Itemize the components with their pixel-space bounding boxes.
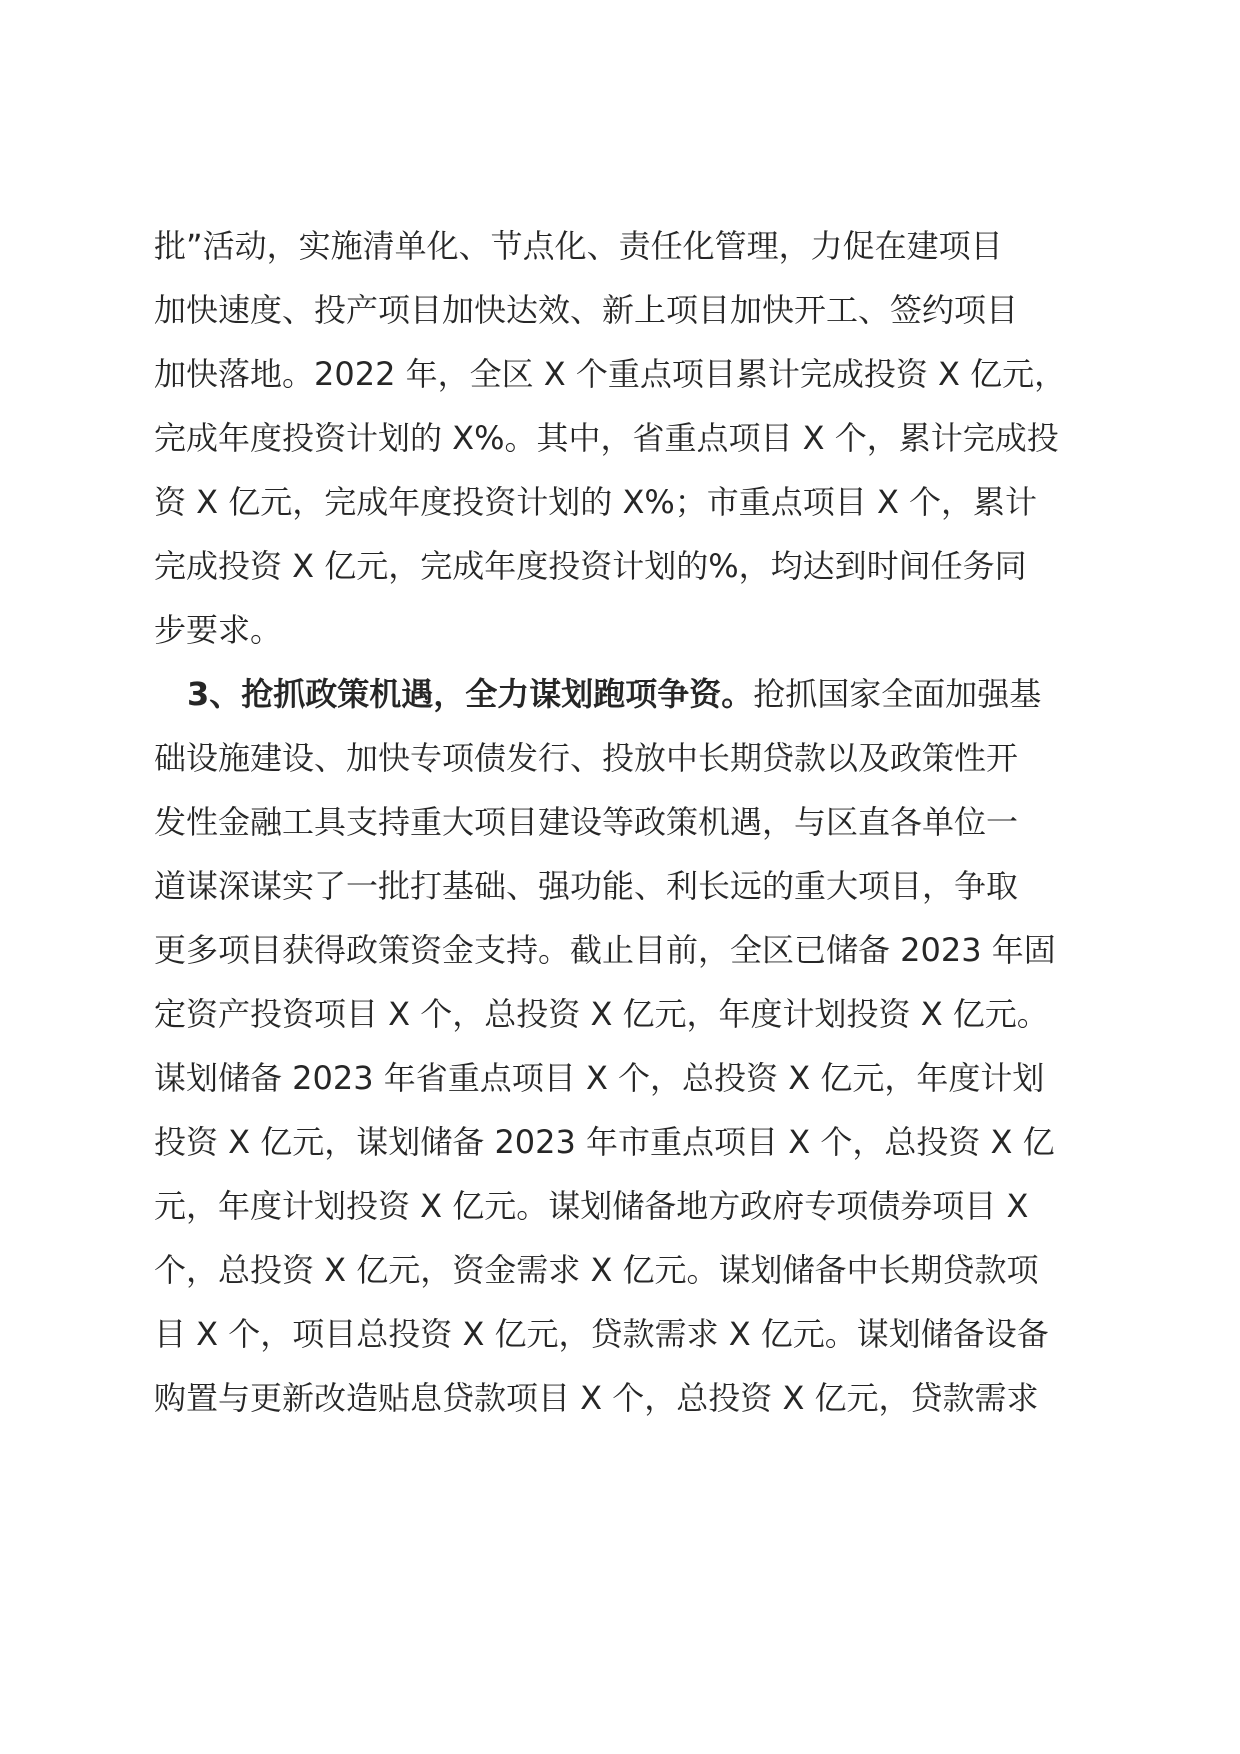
paragraph-2-line-7: 谋划储备 2023 年省重点项目 X 个，总投资 X 亿元，年度计划 xyxy=(154,1059,1045,1097)
paragraph-1-line-2: 加快速度、投产项目加快达效、新上项目加快开工、签约项目 xyxy=(154,291,1019,329)
paragraph-2-line-4: 道谋深谋实了一批打基础、强功能、利长远的重大项目，争取 xyxy=(154,867,1019,905)
paragraph-2-line-10: 个，总投资 X 亿元，资金需求 X 亿元。谋划储备中长期贷款项 xyxy=(154,1251,1039,1289)
paragraph-1-line-5: 资 X 亿元，完成年度投资计划的 X%；市重点项目 X 个，累计 xyxy=(154,483,1038,521)
paragraph-2-line-9: 元，年度计划投资 X 亿元。谋划储备地方政府专项债券项目 X xyxy=(154,1187,1029,1225)
paragraph-1-line-3: 加快落地。2022 年，全区 X 个重点项目累计完成投资 X 亿元， xyxy=(154,355,1067,393)
paragraph-2-line-5: 更多项目获得政策资金支持。截止目前，全区已储备 2023 年固 xyxy=(154,931,1056,969)
paragraph-2-line-1-text: 抢抓国家全面加强基 xyxy=(753,675,1042,713)
paragraph-2-line-8: 投资 X 亿元，谋划储备 2023 年市重点项目 X 个，总投资 X 亿 xyxy=(154,1123,1055,1161)
section-heading: 3、抢抓政策机遇，全力谋划跑项争资。 xyxy=(187,675,754,713)
paragraph-2-first-line xyxy=(187,672,1041,716)
paragraph-2-line-11: 目 X 个，项目总投资 X 亿元，贷款需求 X 亿元。谋划储备设备 xyxy=(154,1315,1049,1353)
paragraph-1-line-1: 批”活动，实施清单化、节点化、责任化管理，力促在建项目 xyxy=(154,227,1003,265)
paragraph-2-line-3: 发性金融工具支持重大项目建设等政策机遇，与区直各单位一 xyxy=(154,803,1019,841)
paragraph-2-line-6: 定资产投资项目 X 个，总投资 X 亿元，年度计划投资 X 亿元。 xyxy=(154,995,1049,1033)
paragraph-2-line-12: 购置与更新改造贴息贷款项目 X 个，总投资 X 亿元，贷款需求 xyxy=(154,1379,1039,1417)
paragraph-1-line-6: 完成投资 X 亿元，完成年度投资计划的%，均达到时间任务同 xyxy=(154,547,1027,585)
paragraph-1-line-4: 完成年度投资计划的 X%。其中，省重点项目 X 个，累计完成投 xyxy=(154,419,1059,457)
paragraph-2-line-2: 础设施建设、加快专项债发行、投放中长期贷款以及政策性开 xyxy=(154,739,1019,777)
paragraph-1-line-7: 步要求。 xyxy=(154,611,283,649)
